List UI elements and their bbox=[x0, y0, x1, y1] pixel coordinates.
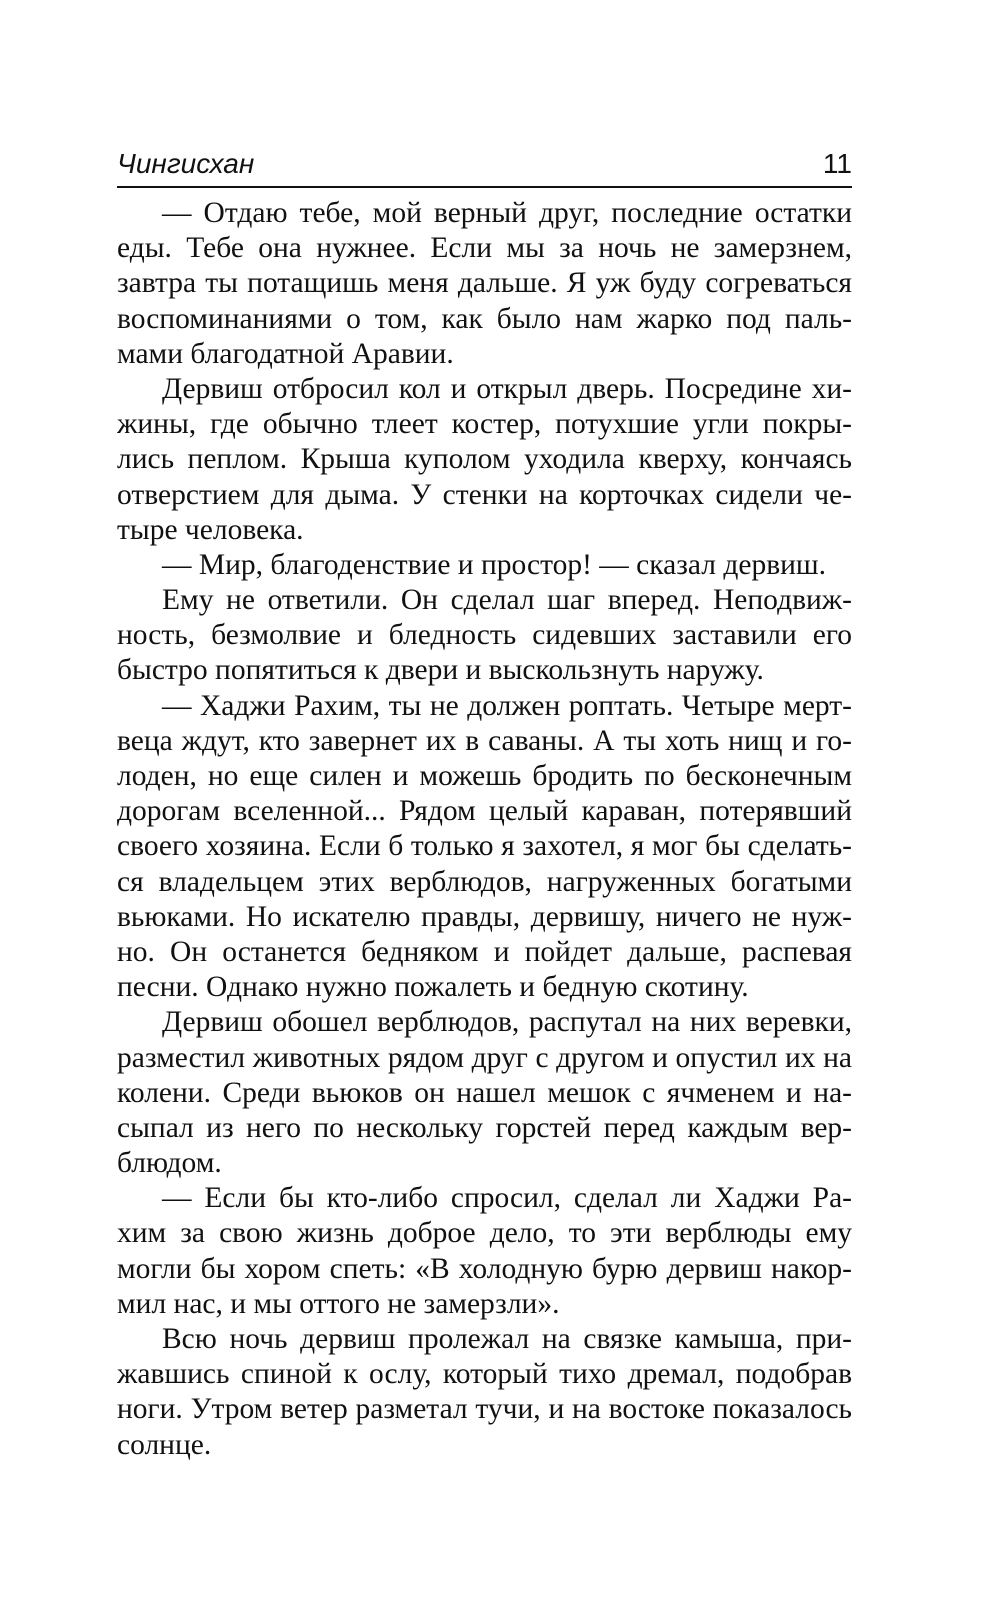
paragraph bbox=[117, 1005, 852, 1181]
text-line: разместил животных рядом друг с другом и опустил их на bbox=[117, 1041, 852, 1074]
text-line: воспоминаниями о том, как было нам жарко под паль- bbox=[117, 302, 852, 335]
text-line: своего хозяина. Если б только я захотел, я мог бы сделать- bbox=[117, 830, 852, 863]
book-title: Чингисхан bbox=[117, 148, 255, 179]
text-line: еды. Тебе она нужнее. Если мы за ночь не замерзнем, bbox=[117, 232, 852, 265]
text-line: могли бы хором спеть: «В холодную бурю дервиш накор- bbox=[117, 1252, 852, 1285]
paragraph bbox=[117, 196, 852, 372]
text-line: быстро попятиться к двери и выскользнуть наружу. bbox=[117, 654, 764, 687]
text-line: лоден, но еще силен и можешь бродить по бесконечным bbox=[117, 760, 852, 792]
text-line: отверстием для дыма. У стенки на корточках сидели че- bbox=[117, 478, 852, 511]
text-line: тыре человека. bbox=[117, 513, 304, 546]
text-line: колени. Среди вьюков он нашел мешок с ячменем и на- bbox=[117, 1076, 852, 1109]
text-line: ся владельцем этих верблюдов, нагруженных богатыми bbox=[117, 865, 852, 898]
text-body bbox=[117, 196, 852, 1463]
text-line: Всю ночь дервиш пролежал на связке камыша, при- bbox=[162, 1323, 852, 1355]
paragraph bbox=[117, 372, 852, 548]
text-line: — Хаджи Рахим, ты не должен роптать. Четыре мерт- bbox=[162, 689, 852, 722]
text-line: лись пеплом. Крыша куполом уходила кверху, кончаясь bbox=[117, 443, 852, 476]
text-line: блюдом. bbox=[117, 1147, 222, 1180]
text-line: — Если бы кто-либо спросил, сделал ли Хаджи Ра- bbox=[162, 1182, 852, 1215]
text-line: ность, безмолвие и бледность сидевших заставили его bbox=[117, 619, 852, 652]
text-line: вьюками. Но искателю правды, дервишу, ничего не нуж- bbox=[117, 900, 852, 933]
text-line: — Мир, благоденствие и простор! — сказал дервиш. bbox=[162, 548, 826, 581]
text-line: ноги. Утром ветер разметал тучи, и на востоке показалось bbox=[117, 1393, 852, 1426]
text-line: Ему не ответили. Он сделал шаг вперед. Неподвиж- bbox=[162, 584, 852, 617]
text-line: солнце. bbox=[117, 1428, 212, 1461]
paragraph bbox=[117, 689, 852, 1006]
text-line: — Отдаю тебе, мой верный друг, последние остатки bbox=[162, 197, 852, 229]
text-line: но. Он останется бедняком и пойдет дальше, распевая bbox=[117, 935, 852, 968]
text-line: мами благодатной Аравии. bbox=[117, 337, 454, 370]
paragraph bbox=[117, 583, 852, 689]
text-line: хим за свою жизнь доброе дело, то эти верблюды ему bbox=[117, 1217, 852, 1250]
text-line: завтра ты потащишь меня дальше. Я уж буду согреваться bbox=[117, 267, 852, 300]
text-line: сыпал из него по нескольку горстей перед каждым вер- bbox=[117, 1111, 852, 1144]
running-header bbox=[117, 144, 852, 188]
text-line: жины, где обычно тлеет костер, потухшие угли покры- bbox=[117, 408, 852, 441]
text-line: Дервиш обошел верблюдов, распутал на них веревки, bbox=[162, 1006, 852, 1039]
text-line: веца ждут, кто завернет их в саваны. А ты хоть нищ и го- bbox=[117, 724, 852, 757]
text-line: песни. Однако нужно пожалеть и бедную скотину. bbox=[117, 971, 749, 1004]
paragraph bbox=[117, 1322, 852, 1463]
text-line: жавшись спиной к ослу, который тихо дремал, подобрав bbox=[117, 1358, 852, 1391]
paragraph bbox=[117, 548, 852, 583]
page-number: 11 bbox=[822, 148, 852, 179]
paragraph bbox=[117, 1181, 852, 1322]
text-line: дорогам вселенной... Рядом целый караван, потерявший bbox=[117, 795, 852, 828]
text-line: Дервиш отбросил кол и открыл дверь. Посредине хи- bbox=[162, 372, 852, 405]
text-line: мил нас, и мы оттого не замерзли». bbox=[117, 1287, 560, 1320]
